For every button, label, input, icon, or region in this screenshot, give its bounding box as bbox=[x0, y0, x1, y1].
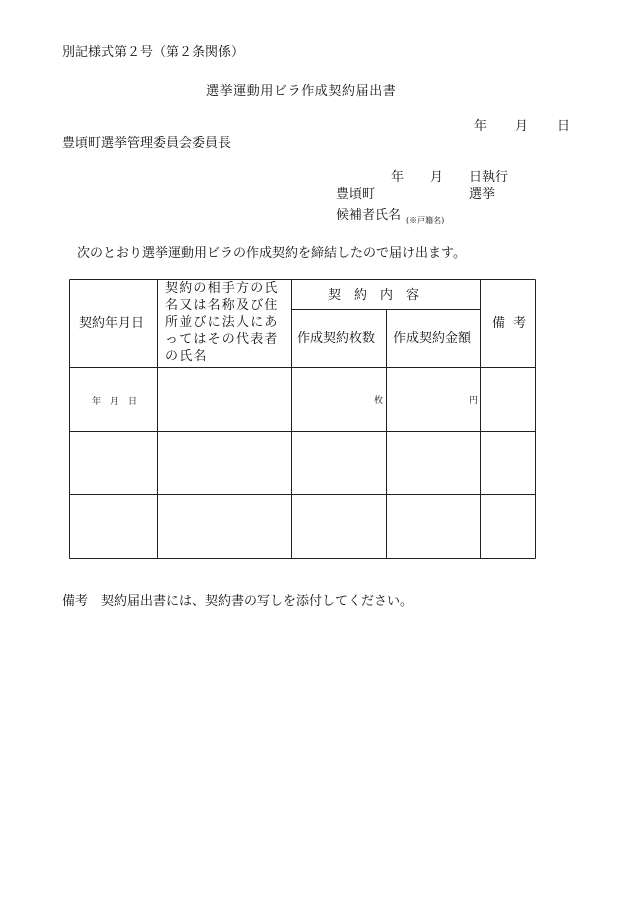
election-town: 豊頃町 bbox=[336, 187, 376, 202]
candidate-note: (※戸籍名) bbox=[406, 216, 445, 225]
election-held: 日執行 bbox=[469, 170, 509, 185]
header-contract-contents: 契 約 内 容 bbox=[328, 288, 420, 303]
document-title: 選挙運動用ビラ作成契約届出書 bbox=[206, 84, 397, 99]
candidate-label: 候補者氏名 bbox=[336, 208, 402, 223]
date-month: 月 bbox=[515, 119, 529, 134]
header-contract-count: 作成契約枚数 bbox=[297, 331, 376, 346]
election-type: 選挙 bbox=[469, 187, 496, 202]
form-label: 別記様式第２号（第２条関係） bbox=[62, 45, 245, 60]
intro-text: 次のとおり選挙運動用ビラの作成契約を締結したので届け出ます。 bbox=[77, 246, 466, 261]
date-year: 年 bbox=[474, 119, 488, 134]
addressee: 豊頃町選挙管理委員会委員長 bbox=[62, 136, 232, 151]
header-contract-date: 契約年月日 bbox=[79, 316, 145, 331]
footnote: 備考 契約届出書には、契約書の写しを添付してください。 bbox=[62, 594, 414, 609]
date-day: 日 bbox=[557, 119, 571, 134]
header-contract-amount: 作成契約金額 bbox=[393, 331, 472, 346]
header-contract-party: 契約の相手方の氏名又は名称及び住所並びに法人にあってはその代表者の氏名 bbox=[165, 281, 279, 364]
row-1-amount-unit: 円 bbox=[469, 396, 479, 406]
election-year: 年 bbox=[391, 170, 405, 185]
row-1-date: 年 月 日 bbox=[92, 397, 138, 407]
row-1-count-unit: 枚 bbox=[374, 396, 384, 406]
header-remarks: 備 考 bbox=[492, 316, 529, 331]
election-month: 月 bbox=[430, 170, 444, 185]
